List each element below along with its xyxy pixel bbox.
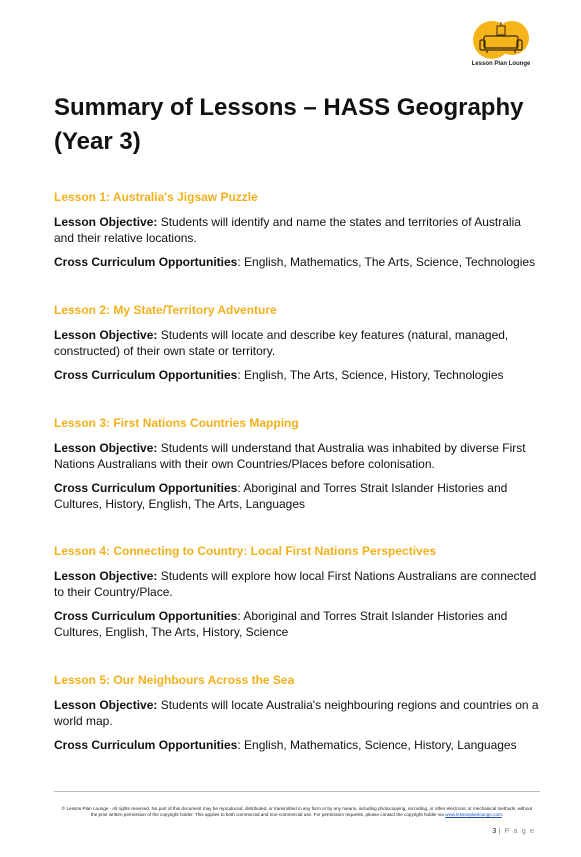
cross-label: Cross Curriculum Opportunities bbox=[54, 738, 238, 752]
lesson-heading: Lesson 4: Connecting to Country: Local First Nations Perspectives bbox=[54, 544, 437, 558]
objective-label: Lesson Objective: bbox=[54, 441, 158, 455]
footer-copyright: © Lesson Plan Lounge - All rights reserved. No part of this document may be reproduced, distributed, or transmitted in any form or by any means, including photocopying, recording, or other electronic or mechanical methods, without the prior written permission of the copyright holder. This applies to both commercial and non-commercial use. For permission requests, please contact the copyright holder via www.lessonplanlounge.com. bbox=[61, 806, 533, 817]
lesson-4-section bbox=[54, 544, 544, 648]
cross-curriculum: Cross Curriculum Opportunities: English, Mathematics, The Arts, Science, Technologies bbox=[54, 255, 536, 269]
lesson-objective bbox=[54, 440, 544, 472]
lesson-heading: Lesson 3: First Nations Countries Mapping bbox=[54, 416, 299, 430]
lesson-heading: Lesson 2: My State/Territory Adventure bbox=[54, 303, 277, 317]
cross-label: Cross Curriculum Opportunities bbox=[54, 368, 238, 382]
website-link[interactable]: www.lessonplanlounge.com bbox=[445, 812, 502, 817]
lesson-objective bbox=[54, 327, 544, 359]
lesson-objective bbox=[54, 214, 544, 246]
sofa-logo-icon bbox=[470, 18, 532, 62]
cross-label: Cross Curriculum Opportunities bbox=[54, 481, 238, 495]
lesson-5-section bbox=[54, 673, 544, 761]
logo-text: Lesson Plan Lounge bbox=[471, 61, 531, 67]
objective-text: Students will identify and name the states and territories of Australia and their relative locations. bbox=[54, 215, 521, 245]
objective-text: Students will explore how local First Nations Australians are connected to their Country/Place. bbox=[54, 569, 537, 599]
lesson-2-section bbox=[54, 303, 544, 391]
page-title: Summary of Lessons – HASS Geography (Year 3) bbox=[54, 94, 524, 155]
objective-label: Lesson Objective: bbox=[54, 328, 158, 342]
objective-label: Lesson Objective: bbox=[54, 698, 158, 712]
lesson-heading: Lesson 1: Australia's Jigsaw Puzzle bbox=[54, 190, 258, 204]
cross-text: English, Mathematics, The Arts, Science, Technologies bbox=[244, 255, 536, 269]
cross-curriculum: Cross Curriculum Opportunities: Aboriginal and Torres Strait Islander Histories and Cultures, History, English, The Arts, Languages bbox=[54, 481, 508, 511]
page-number bbox=[492, 826, 535, 835]
footer-divider bbox=[54, 791, 540, 792]
cross-curriculum: Cross Curriculum Opportunities: English, The Arts, Science, History, Technologies bbox=[54, 368, 504, 382]
lesson-3-section bbox=[54, 416, 544, 520]
cross-curriculum: Cross Curriculum Opportunities: Aboriginal and Torres Strait Islander Histories and Cultures, English, The Arts, History, Science bbox=[54, 609, 508, 639]
objective-label: Lesson Objective: bbox=[54, 569, 158, 583]
cross-label: Cross Curriculum Opportunities bbox=[54, 609, 238, 623]
objective-text: Students will understand that Australia was inhabited by diverse First Nations Australians with their own Countries/Places before colonisation. bbox=[54, 441, 526, 471]
cross-text: English, The Arts, Science, History, Technologies bbox=[244, 368, 504, 382]
page-label: | P a g e bbox=[498, 826, 535, 835]
objective-text: Students will locate and describe key features (natural, managed, constructed) of their own state or territory. bbox=[54, 328, 509, 358]
lesson-objective bbox=[54, 568, 544, 600]
page-number-value: 3 bbox=[492, 826, 497, 835]
lesson-plan-lounge-logo bbox=[470, 18, 532, 72]
objective-text: Students will locate Australia's neighbouring regions and countries on a world map. bbox=[54, 698, 539, 728]
copyright-text: © Lesson Plan Lounge - All rights reserved. No part of this document may be reproduced, distributed, or transmitted in any form or by any means, including photocopying, recording, or other electronic or mechanical methods, without the prior written permission of the copyright holder. This applies to both commercial and non-commercial use. For permission requests, please contact the copyright holder via bbox=[61, 806, 533, 817]
lesson-heading: Lesson 5: Our Neighbours Across the Sea bbox=[54, 673, 295, 687]
lesson-1-section bbox=[54, 190, 544, 278]
lesson-objective bbox=[54, 697, 544, 729]
cross-curriculum: Cross Curriculum Opportunities: English, Mathematics, Science, History, Languages bbox=[54, 738, 517, 752]
objective-label: Lesson Objective: bbox=[54, 215, 158, 229]
cross-text: English, Mathematics, Science, History, Languages bbox=[244, 738, 517, 752]
cross-label: Cross Curriculum Opportunities bbox=[54, 255, 238, 269]
cross-text: Aboriginal and Torres Strait Islander Histories and Cultures, English, The Arts, History, Science bbox=[54, 609, 508, 639]
cross-text: Aboriginal and Torres Strait Islander Histories and Cultures, History, English, The Arts, Languages bbox=[54, 481, 508, 511]
